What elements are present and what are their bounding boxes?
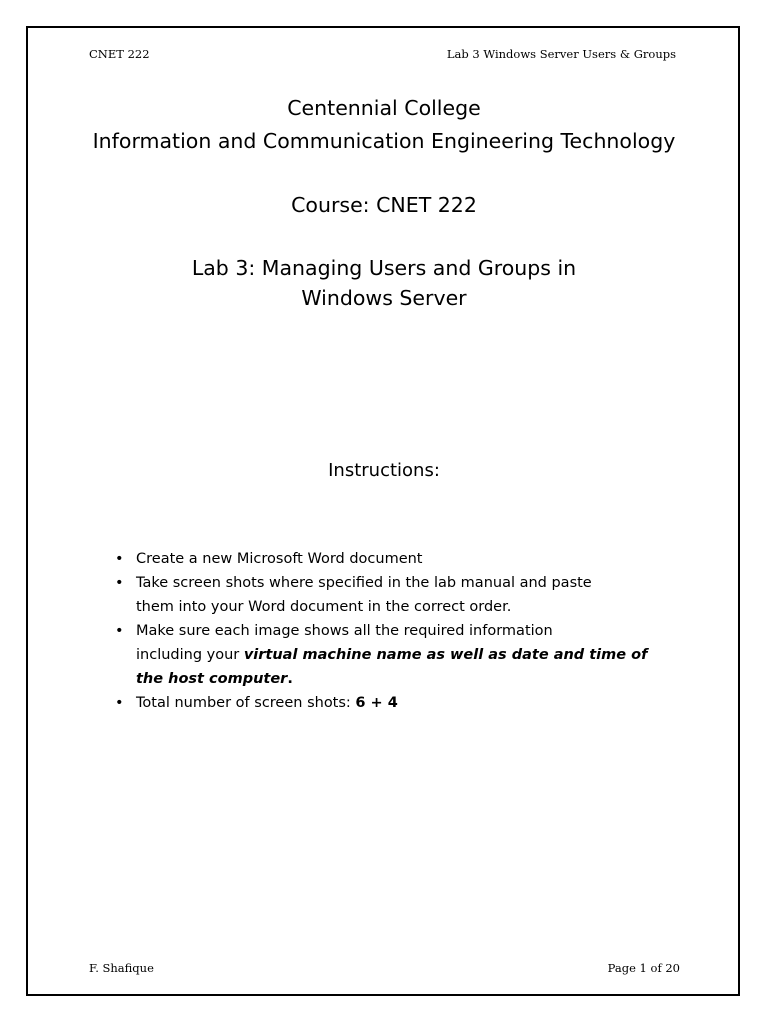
- bullet-icon: •: [115, 695, 124, 711]
- screenshot-count: 6 + 4: [355, 695, 398, 711]
- lab-title-block: [30, 253, 738, 313]
- list-item-text: Create a new Microsoft Word document: [136, 551, 423, 567]
- list-item-text: them into your Word document in the correct order.: [136, 599, 512, 615]
- list-item-text: Total number of screen shots:: [136, 695, 356, 711]
- footer-page-number: Page 1 of 20: [607, 961, 680, 975]
- footer-author: F. Shafique: [89, 961, 154, 975]
- page-footer: [89, 961, 680, 979]
- bullet-icon: •: [115, 575, 124, 591]
- list-item: [115, 619, 685, 691]
- list-item-text: Take screen shots where specified in the lab manual and paste: [136, 575, 592, 591]
- list-item-text: .: [287, 671, 293, 687]
- college-name: Centennial College: [287, 96, 481, 120]
- course-title: [30, 189, 738, 222]
- emphasis-text: virtual machine name as well as date and time of: [243, 647, 648, 663]
- college-title-block: [30, 92, 738, 158]
- page-header: [89, 47, 676, 65]
- list-item-text: including your: [136, 647, 244, 663]
- list-item-text: Make sure each image shows all the required information: [136, 623, 553, 639]
- program-name: Information and Communication Engineering Technology: [92, 129, 676, 153]
- page-border: [26, 26, 740, 996]
- bullet-icon: •: [115, 623, 124, 639]
- list-item: [115, 571, 685, 619]
- header-lab-title: Lab 3 Windows Server Users & Groups: [446, 47, 676, 61]
- instructions-list: [115, 547, 685, 715]
- course-label: Course: CNET 222: [291, 193, 477, 217]
- instructions-heading: Instructions:: [328, 460, 440, 481]
- emphasis-text: the host computer: [136, 671, 288, 687]
- list-item: [115, 547, 685, 571]
- bullet-icon: •: [115, 551, 124, 567]
- lab-title-line-1: Lab 3: Managing Users and Groups in: [191, 256, 577, 280]
- lab-title-line-2: Windows Server: [301, 286, 467, 310]
- header-course-code: CNET 222: [89, 47, 150, 61]
- list-item: [115, 691, 685, 715]
